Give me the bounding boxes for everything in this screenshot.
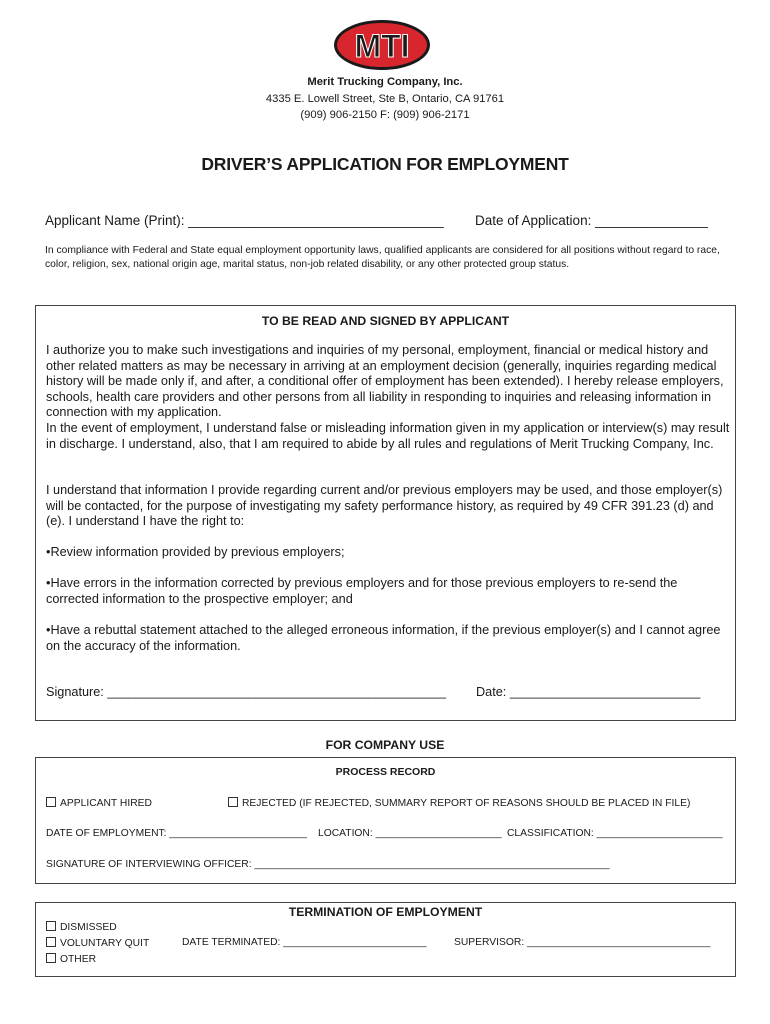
rejected-checkbox[interactable] (228, 797, 238, 807)
other-label: OTHER (60, 954, 97, 965)
company-use-heading: FOR COMPANY USE (325, 738, 445, 752)
supervisor-field[interactable]: SUPERVISOR: ________________________________ (454, 937, 711, 948)
page-title: DRIVER’S APPLICATION FOR EMPLOYMENT (201, 154, 569, 174)
rights-bullet-2: •Have errors in the information corrected by previous employers and for those previous employers to re-send the corrected information to the prospective employer; and (46, 576, 678, 606)
date-of-application-field[interactable]: Date of Application: _______________ (475, 213, 708, 228)
rights-bullet-3: •Have a rebuttal statement attached to the alleged erroneous information, if the previous employer(s) and I cannot agree on the accuracy of the information. (46, 623, 721, 653)
termination-box (35, 902, 736, 977)
voluntary-quit-label: VOLUNTARY QUIT (60, 938, 150, 949)
authorization-para-2: In the event of employment, I understand false or misleading information given in my application or interview(s) may result in discharge. I understand, also, that I am required to abide by all rules and regulations of Merit Trucking Company, Inc. (46, 421, 730, 451)
rejected-label: REJECTED (IF REJECTED, SUMMARY REPORT OF REASONS SHOULD BE PLACED IN FILE) (242, 798, 691, 809)
dismissed-checkbox[interactable] (46, 921, 56, 931)
interviewing-officer-field[interactable]: SIGNATURE OF INTERVIEWING OFFICER: ______________________________________________________________ (46, 859, 610, 870)
dismissed-option[interactable] (46, 921, 117, 933)
applicant-hired-label: APPLICANT HIRED (60, 798, 152, 809)
applicant-hired-option[interactable] (46, 797, 152, 809)
compliance-statement: In compliance with Federal and State equal employment opportunity laws, qualified applicants are considered for all positions without regard to race, color, religion, sex, national origin age, marital status, non-job related disability, or any other protected group status. (45, 245, 720, 270)
other-checkbox[interactable] (46, 953, 56, 963)
rejected-option[interactable] (228, 797, 690, 809)
signature-field[interactable]: Signature: ________________________________________________ (46, 685, 447, 699)
company-name: Merit Trucking Company, Inc. (307, 76, 463, 88)
applicant-hired-checkbox[interactable] (46, 797, 56, 807)
authorization-title: TO BE READ AND SIGNED BY APPLICANT (261, 314, 510, 328)
date-terminated-field[interactable]: DATE TERMINATED: _________________________ (182, 937, 427, 948)
mti-logo (332, 18, 432, 72)
other-option[interactable] (46, 953, 96, 965)
voluntary-quit-option[interactable] (46, 937, 149, 949)
process-record-box (35, 757, 736, 884)
company-phones: (909) 906-2150 F: (909) 906-2171 (300, 109, 470, 121)
rights-bullet-1: •Review information provided by previous employers; (46, 545, 345, 559)
date-of-employment-field[interactable]: DATE OF EMPLOYMENT: ________________________ (46, 828, 307, 839)
company-address: 4335 E. Lowell Street, Ste B, Ontario, CA 91761 (265, 93, 505, 105)
authorization-para-1: I authorize you to make such investigations and inquiries of my personal, employment, financial or medical history and other related matters as may be necessary in arriving at an employment decision (generally, inquiries regarding medical history will be made only if, and after, a conditional offer of employment has been extended). I hereby release employers, schools, health care providers and other persons from all liability in responding to inquiries and releasing information in connection with my application. (46, 343, 724, 420)
logo-text: MTI (354, 28, 410, 64)
authorization-box (35, 305, 736, 721)
dismissed-label: DISMISSED (60, 922, 117, 933)
location-field[interactable]: LOCATION: ______________________ (318, 828, 502, 839)
classification-field[interactable]: CLASSIFICATION: ______________________ (507, 828, 723, 839)
process-record-title: PROCESS RECORD (335, 766, 436, 778)
authorization-para-3: I understand that information I provide regarding current and/or previous employers may be used, and those employer(s) will be contacted, for the purpose of investigating my safety performance history, as required by 49 CFR 391.23 (d) and (e). I understand I have the right to: (46, 483, 723, 529)
voluntary-quit-checkbox[interactable] (46, 937, 56, 947)
applicant-name-field[interactable]: Applicant Name (Print): __________________________________ (45, 213, 444, 228)
signature-date-field[interactable]: Date: ___________________________ (476, 685, 701, 699)
termination-title: TERMINATION OF EMPLOYMENT (288, 905, 483, 919)
